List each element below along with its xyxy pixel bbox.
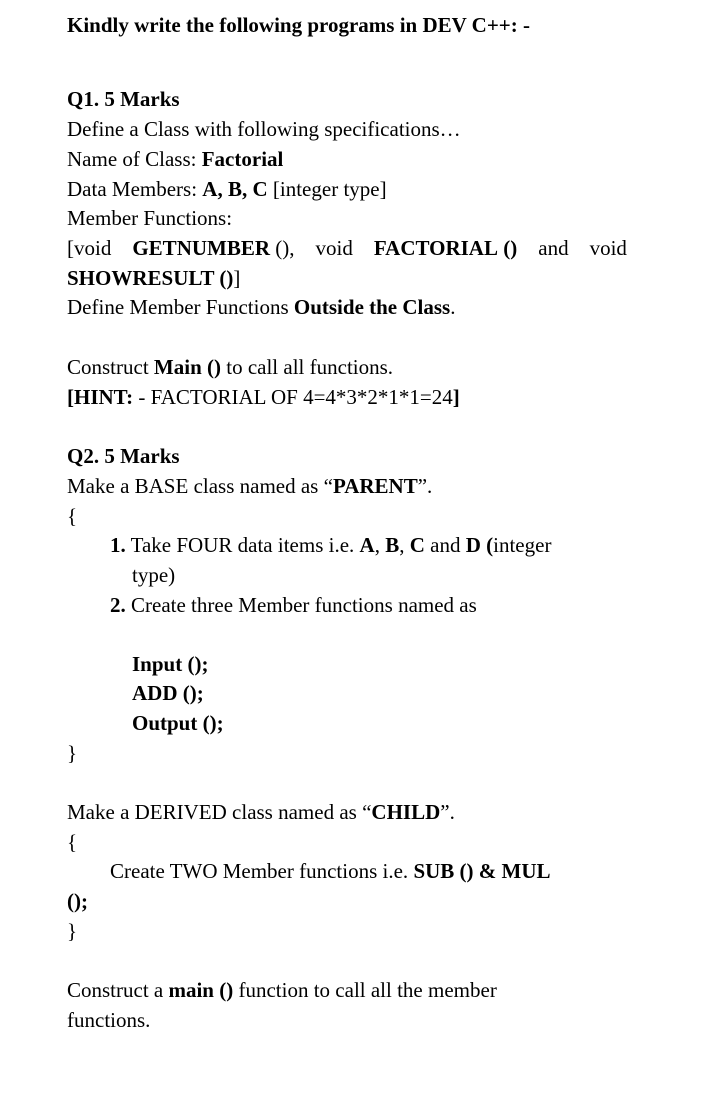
q2-derived-functions: Create TWO Member functions i.e. SUB () & MUL — [110, 859, 551, 883]
q2-function-input: Input (); — [132, 652, 209, 676]
q2-construct-main: Construct a main () function to call all the member — [67, 978, 497, 1002]
q2-construct-main-cont: functions. — [67, 1008, 151, 1032]
q2-base-class: Make a BASE class named as “PARENT”. — [67, 474, 433, 498]
q1-member-functions-label: Member Functions: — [67, 206, 233, 230]
q1-intro: Define a Class with following specifications… — [67, 117, 461, 141]
page-title: Kindly write the following programs in DEV C++: - — [67, 13, 530, 37]
q1-define-outside: Define Member Functions Outside the Class. — [67, 295, 456, 319]
q2-derived-open-brace: { — [67, 830, 78, 854]
q2-function-output: Output (); — [132, 711, 224, 735]
q2-function-add: ADD (); — [132, 681, 204, 705]
q1-data-members: Data Members: A, B, C [integer type] — [67, 177, 387, 201]
q2-open-brace: { — [67, 504, 78, 528]
q1-functions-line-2: SHOWRESULT ()] — [67, 266, 241, 290]
q2-item-2: 2. Create three Member functions named as — [110, 593, 477, 617]
q2-derived-class: Make a DERIVED class named as “CHILD”. — [67, 800, 455, 824]
q2-heading: Q2. 5 Marks — [67, 444, 180, 468]
q1-functions-line-1: [void GETNUMBER (), void FACTORIAL () and void — [67, 236, 627, 260]
q1-hint: [HINT: - FACTORIAL OF 4=4*3*2*1*1=24] — [67, 385, 460, 409]
q2-derived-functions-cont: (); — [67, 889, 88, 913]
q2-derived-close-brace: } — [67, 919, 78, 943]
q2-item-1-cont: type) — [132, 563, 176, 587]
q1-construct-main: Construct Main () to call all functions. — [67, 355, 394, 379]
q2-close-brace: } — [67, 741, 78, 765]
q2-item-1: 1. Take FOUR data items i.e. A, B, C and D (integer — [110, 533, 552, 557]
q1-heading: Q1. 5 Marks — [67, 87, 180, 111]
q1-class-name: Name of Class: Factorial — [67, 147, 284, 171]
